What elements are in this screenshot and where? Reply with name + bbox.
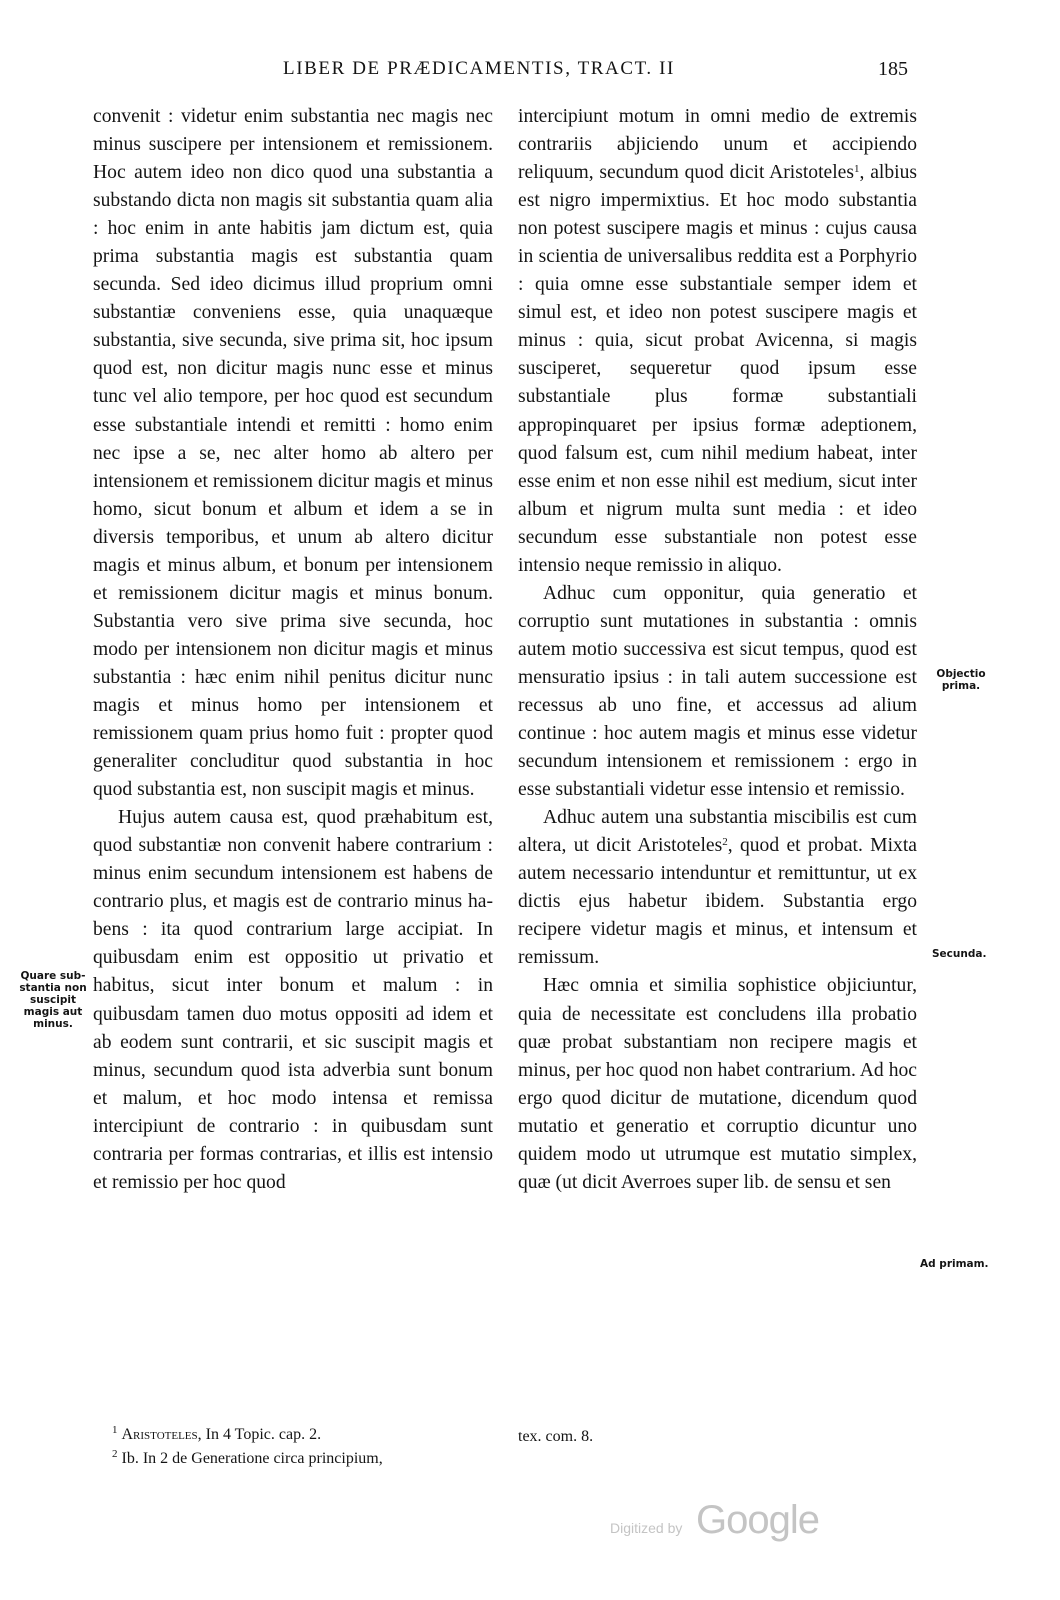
paragraph: convenit : videtur enim substantia nec magis nec minus suscipere per intensionem et remissionem. Hoc autem ideo non dico quod una substantia a substando dicta non magis sit substantia quam alia : hoc enim in ante habitis jam dictum est, quia prima substantia magis est substantia quam secunda. Sed ideo dicimus illud proprium omni substantiæ conveniens esse, quia unaquæque substantia, sive secunda, sive prima sit, hoc ipsum quod est, non dicitur magis nunc esse et minus tunc vel alio tempore, per hoc quod est secundum esse substantiale intendi et remitti : homo enim nec ipse a se, nec alter homo ab altero per intensionem et remissionem dicitur magis et minus homo, sicut bonum et album et idem a se in diversis temporibus, et unum ab altero dicitur magis et minus album, et bonum per intensionem et remissionem dicitur magis et minus bonum. Substantia vero sive prima sive secunda, hoc modo per intensionem non dicitur magis et minus substantia : hæc enim nihil penitus dicitur nunc magis et minus homo per intensionem et remissionem quam prius homo fuit : propter quod generaliter concluditur quod substantia in hoc quod substantia est, non suscipit magis et minus. xyxy=(93,106,493,801)
footnote-text: , In 4 Topic. cap. 2. xyxy=(197,1426,322,1443)
paragraph-text: , quod et probat. Mixta autem necessario intenduntur et remittuntur, ut ex dictis ejus habetur ibidem. Substantia ergo recipere videtur magis et minus, et intensum et remissum. xyxy=(518,835,917,969)
right-column xyxy=(518,103,917,1197)
footnotes xyxy=(112,1423,502,1471)
paragraph xyxy=(518,103,917,580)
paragraph: Adhuc cum opponitur, quia generatio et corruptio sunt mutationes in substantia : omnis autem motio successiva est sicut tempus, quod est mensuratio ipsius : in tali autem successione est recessus ab uno fine, et accessus ad alium continue : hoc autem magis et minus esse videtur secundum intensionem et remissionem : ergo in esse substantiali videtur esse intensio et remissio. xyxy=(518,582,917,801)
margin-note-secunda: Secunda. xyxy=(932,948,987,960)
paragraph-text: , albius est nigro impermixtius. Et hoc modo substantia non potest suscipere magis et minus : cujus causa in scientia de universalibus reddita est a Porphyrio : quia omne esse substantiale semper idem et simul est, et ideo non potest suscipere magis et minus : quia, sicut probat Avicenna, si magis susciperet, sequeretur quod ipsum esse substantiale plus formæ substantiali appropinquaret per ipsius formæ adeptionem, quod falsum est, cum nihil medium habeat, inter esse enim et non esse nihil est medium, sicut inter album et nigrum multa sunt media : et ideo secundum esse substantiale non potest esse intensio neque remissio in aliquo. xyxy=(518,162,917,576)
footnote-mark: 2 xyxy=(112,1448,118,1460)
footnote-text: Ib. In 2 de Generatione circa principium, xyxy=(121,1450,383,1467)
watermark-prefix: Digitized by xyxy=(610,1520,683,1536)
footnote-author: Aristoteles xyxy=(121,1426,198,1443)
margin-note-quare: Quare substantia non suscipit magis aut minus. xyxy=(19,970,87,1030)
digitized-watermark xyxy=(610,1498,850,1548)
footnote-continuation: tex. com. 8. xyxy=(518,1428,594,1445)
footnote-2 xyxy=(112,1447,502,1471)
footnote-ref: 2 xyxy=(722,836,728,849)
footnote-ref: 1 xyxy=(854,163,860,176)
google-logo: Google xyxy=(696,1498,819,1542)
running-header xyxy=(0,58,1060,88)
paragraph xyxy=(518,804,917,972)
paragraph-text: Adhuc autem una substantia miscibilis est cum altera, ut dicit Aristoteles xyxy=(518,807,917,857)
margin-note-ad-primam: Ad primam. xyxy=(920,1258,989,1270)
page-number: 185 xyxy=(878,58,908,80)
paragraph-text: intercipiunt motum in omni medio de extremis contrariis abjiciendo unum et accipiendo reliquum, secundum quod dicit Aristoteles xyxy=(518,106,917,184)
margin-note-objectio: Objectio prima. xyxy=(936,668,986,692)
footnote-1 xyxy=(112,1423,502,1447)
paragraph: Hujus autem causa est, quod præhabitum est, quod substantiæ non convenit habere contrarium : minus enim secundum intensionem est habens de contrario plus, et magis est de contrario minus habens : ita quod contrarium large accipiat. In quibusdam enim est oppositio ut privatio et habitus, sicut inter bonum et malum : in quibusdam tamen duo motus oppositi ad idem et ab eodem sunt contrarii, et sic suscipit magis et minus, secundum quod ista adverbia sunt bonum et malum, et hoc modo intensa et remissa intercipiunt de contrario : in quibusdam sunt contraria per formas contrarias, et illis est intensio et remissio per hoc quod xyxy=(93,807,493,1193)
footnote-mark: 1 xyxy=(112,1424,118,1436)
running-title: LIBER DE PRÆDICAMENTIS, TRACT. II xyxy=(283,58,675,79)
left-column xyxy=(93,103,493,1197)
paragraph: Hæc omnia et similia sophistice objiciuntur, quia de necessitate est concludens illa probatio quæ probat substantiam non recipere magis et minus, per hoc quod non habet contrarium. Ad hoc ergo quod dicitur de mutatione, dicendum quod mutatio et generatio et corruptio dicuntur uno quidem modo ut utrumque est mutatio simplex, quæ (ut dicit Averroes super lib. de sensu et sen xyxy=(518,975,917,1193)
